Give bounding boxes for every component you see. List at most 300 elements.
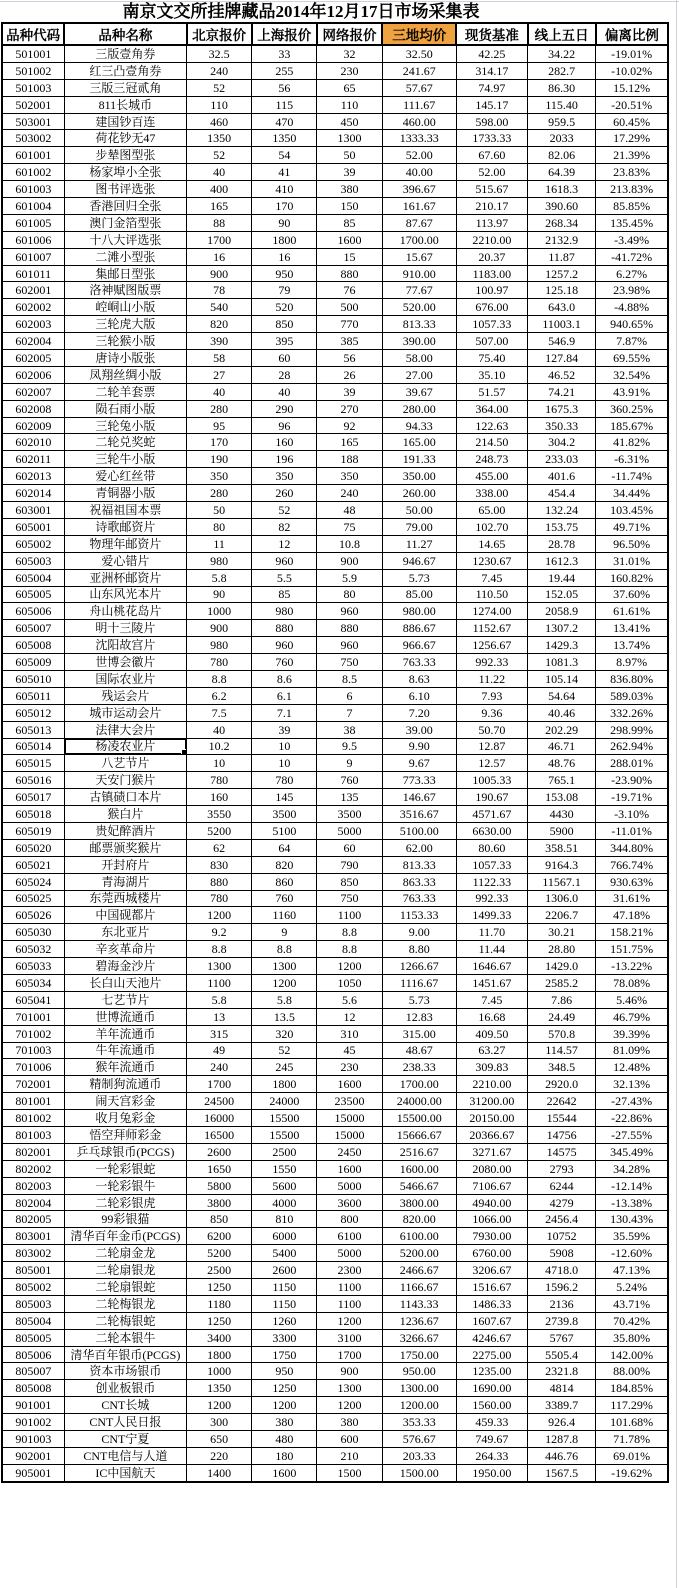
cell-avg3[interactable]: 5200.00: [382, 1245, 456, 1262]
cell-deviation[interactable]: 21.39%: [596, 147, 668, 164]
cell-shanghai[interactable]: 5600: [252, 1177, 317, 1194]
cell-spot[interactable]: 1005.33: [456, 772, 527, 789]
cell-deviation[interactable]: 23.98%: [596, 282, 668, 299]
cell-avg3[interactable]: 48.67: [382, 1042, 456, 1059]
cell-code[interactable]: 602011: [2, 451, 64, 468]
cell-spot[interactable]: 1230.67: [456, 552, 527, 569]
cell-name[interactable]: 二轮本银牛: [64, 1329, 186, 1346]
cell-shanghai[interactable]: 52: [252, 502, 317, 519]
cell-network[interactable]: 960: [317, 637, 382, 654]
cell-name[interactable]: 红三凸壹角券: [64, 62, 186, 79]
cell-code[interactable]: 601007: [2, 248, 64, 265]
cell-spot[interactable]: 1057.33: [456, 856, 527, 873]
cell-avg3[interactable]: 77.67: [382, 282, 456, 299]
cell-code[interactable]: 602003: [2, 316, 64, 333]
cell-name[interactable]: 99彩银猫: [64, 1211, 186, 1228]
cell-code[interactable]: 605017: [2, 789, 64, 806]
cell-online5d[interactable]: 304.2: [528, 434, 596, 451]
cell-name[interactable]: 清华百年银币(PCGS): [64, 1346, 186, 1363]
cell-shanghai[interactable]: 5100: [252, 822, 317, 839]
cell-deviation[interactable]: 34.28%: [596, 1160, 668, 1177]
cell-shanghai[interactable]: 810: [252, 1211, 317, 1228]
cell-network[interactable]: 450: [317, 113, 382, 130]
cell-online5d[interactable]: 1596.2: [528, 1279, 596, 1296]
cell-shanghai[interactable]: 2600: [252, 1262, 317, 1279]
cell-spot[interactable]: 1274.00: [456, 603, 527, 620]
cell-shanghai[interactable]: 9: [252, 924, 317, 941]
cell-shanghai[interactable]: 860: [252, 873, 317, 890]
cell-network[interactable]: 600: [317, 1431, 382, 1448]
cell-avg3[interactable]: 6100.00: [382, 1228, 456, 1245]
cell-online5d[interactable]: 1257.2: [528, 265, 596, 282]
cell-name[interactable]: 青铜器小版: [64, 485, 186, 502]
cell-avg3[interactable]: 7.20: [382, 704, 456, 721]
cell-name[interactable]: 乒乓球银币(PCGS): [64, 1143, 186, 1160]
cell-shanghai[interactable]: 950: [252, 265, 317, 282]
cell-deviation[interactable]: 101.68%: [596, 1414, 668, 1431]
cell-deviation[interactable]: -22.86%: [596, 1110, 668, 1127]
cell-code[interactable]: 802003: [2, 1177, 64, 1194]
cell-shanghai[interactable]: 28: [252, 366, 317, 383]
cell-spot[interactable]: 507.00: [456, 333, 527, 350]
cell-spot[interactable]: 1733.33: [456, 130, 527, 147]
cell-network[interactable]: 750: [317, 654, 382, 671]
cell-online5d[interactable]: 22642: [528, 1093, 596, 1110]
cell-shanghai[interactable]: 1550: [252, 1160, 317, 1177]
cell-beijing[interactable]: 460: [187, 113, 252, 130]
cell-spot[interactable]: 75.40: [456, 350, 527, 367]
cell-code[interactable]: 901003: [2, 1431, 64, 1448]
cell-beijing[interactable]: 16000: [187, 1110, 252, 1127]
cell-code[interactable]: 605002: [2, 535, 64, 552]
cell-deviation[interactable]: 81.09%: [596, 1042, 668, 1059]
cell-code[interactable]: 802001: [2, 1143, 64, 1160]
cell-code[interactable]: 605034: [2, 974, 64, 991]
cell-shanghai[interactable]: 260: [252, 485, 317, 502]
cell-network[interactable]: 1100: [317, 1295, 382, 1312]
cell-deviation[interactable]: 151.75%: [596, 941, 668, 958]
cell-name[interactable]: 二轮扇金龙: [64, 1245, 186, 1262]
cell-network[interactable]: 5000: [317, 822, 382, 839]
cell-avg3[interactable]: 5100.00: [382, 822, 456, 839]
cell-avg3[interactable]: 1300.00: [382, 1380, 456, 1397]
cell-shanghai[interactable]: 180: [252, 1447, 317, 1464]
cell-online5d[interactable]: 1567.5: [528, 1464, 596, 1481]
cell-deviation[interactable]: 135.45%: [596, 214, 668, 231]
cell-shanghai[interactable]: 79: [252, 282, 317, 299]
cell-code[interactable]: 605009: [2, 654, 64, 671]
cell-beijing[interactable]: 1000: [187, 1363, 252, 1380]
cell-name[interactable]: 精制狗流通币: [64, 1076, 186, 1093]
cell-beijing[interactable]: 1200: [187, 1397, 252, 1414]
cell-avg3[interactable]: 52.00: [382, 147, 456, 164]
cell-shanghai[interactable]: 5400: [252, 1245, 317, 1262]
cell-online5d[interactable]: 268.34: [528, 214, 596, 231]
cell-online5d[interactable]: 959.5: [528, 113, 596, 130]
cell-network[interactable]: 1300: [317, 130, 382, 147]
cell-spot[interactable]: 52.00: [456, 164, 527, 181]
cell-shanghai[interactable]: 170: [252, 198, 317, 215]
cell-deviation[interactable]: 7.87%: [596, 333, 668, 350]
cell-code[interactable]: 605020: [2, 839, 64, 856]
cell-avg3[interactable]: 203.33: [382, 1447, 456, 1464]
cell-code[interactable]: 502001: [2, 96, 64, 113]
cell-name[interactable]: CNT长城: [64, 1397, 186, 1414]
cell-beijing[interactable]: 980: [187, 637, 252, 654]
cell-online5d[interactable]: 64.39: [528, 164, 596, 181]
cell-code[interactable]: 605010: [2, 670, 64, 687]
cell-code[interactable]: 805005: [2, 1329, 64, 1346]
cell-online5d[interactable]: 28.78: [528, 535, 596, 552]
cell-spot[interactable]: 248.73: [456, 451, 527, 468]
cell-code[interactable]: 602009: [2, 417, 64, 434]
cell-deviation[interactable]: 344.80%: [596, 839, 668, 856]
cell-deviation[interactable]: 13.74%: [596, 637, 668, 654]
cell-spot[interactable]: 1607.67: [456, 1312, 527, 1329]
cell-deviation[interactable]: 185.67%: [596, 417, 668, 434]
cell-network[interactable]: 5.6: [317, 991, 382, 1008]
cell-deviation[interactable]: 31.61%: [596, 890, 668, 907]
cell-deviation[interactable]: -13.22%: [596, 958, 668, 975]
cell-online5d[interactable]: 1307.2: [528, 620, 596, 637]
column-header-online5d[interactable]: 线上五日: [528, 23, 596, 45]
cell-online5d[interactable]: 82.06: [528, 147, 596, 164]
cell-deviation[interactable]: 34.44%: [596, 485, 668, 502]
cell-beijing[interactable]: 1700: [187, 1076, 252, 1093]
cell-beijing[interactable]: 165: [187, 198, 252, 215]
cell-code[interactable]: 605018: [2, 806, 64, 823]
cell-avg3[interactable]: 1500.00: [382, 1464, 456, 1481]
cell-code[interactable]: 605001: [2, 518, 64, 535]
cell-code[interactable]: 901002: [2, 1414, 64, 1431]
cell-online5d[interactable]: 30.21: [528, 924, 596, 941]
cell-avg3[interactable]: 1236.67: [382, 1312, 456, 1329]
cell-name[interactable]: 澳门金箔型张: [64, 214, 186, 231]
cell-name[interactable]: 二轮彩银虎: [64, 1194, 186, 1211]
cell-beijing[interactable]: 3800: [187, 1194, 252, 1211]
cell-avg3[interactable]: 87.67: [382, 214, 456, 231]
cell-name[interactable]: 凤翔丝绸小版: [64, 366, 186, 383]
cell-online5d[interactable]: 1306.0: [528, 890, 596, 907]
cell-network[interactable]: 1200: [317, 958, 382, 975]
cell-deviation[interactable]: -11.74%: [596, 468, 668, 485]
cell-spot[interactable]: 190.67: [456, 789, 527, 806]
cell-deviation[interactable]: 31.01%: [596, 552, 668, 569]
cell-shanghai[interactable]: 41: [252, 164, 317, 181]
cell-network[interactable]: 12: [317, 1008, 382, 1025]
cell-beijing[interactable]: 1650: [187, 1160, 252, 1177]
cell-beijing[interactable]: 830: [187, 856, 252, 873]
cell-network[interactable]: 1050: [317, 974, 382, 991]
cell-name[interactable]: 闹天宫彩金: [64, 1093, 186, 1110]
cell-shanghai[interactable]: 10: [252, 738, 317, 755]
cell-online5d[interactable]: 34.22: [528, 45, 596, 62]
column-header-beijing[interactable]: 北京报价: [187, 23, 252, 45]
cell-shanghai[interactable]: 15500: [252, 1110, 317, 1127]
cell-code[interactable]: 602001: [2, 282, 64, 299]
cell-beijing[interactable]: 40: [187, 383, 252, 400]
cell-deviation[interactable]: 160.82%: [596, 569, 668, 586]
cell-beijing[interactable]: 190: [187, 451, 252, 468]
cell-spot[interactable]: 20150.00: [456, 1110, 527, 1127]
cell-shanghai[interactable]: 980: [252, 603, 317, 620]
cell-spot[interactable]: 80.60: [456, 839, 527, 856]
cell-online5d[interactable]: 358.51: [528, 839, 596, 856]
cell-shanghai[interactable]: 1200: [252, 1397, 317, 1414]
cell-code[interactable]: 901001: [2, 1397, 64, 1414]
cell-spot[interactable]: 20366.67: [456, 1127, 527, 1144]
cell-avg3[interactable]: 5.73: [382, 569, 456, 586]
cell-avg3[interactable]: 980.00: [382, 603, 456, 620]
cell-code[interactable]: 602007: [2, 383, 64, 400]
cell-avg3[interactable]: 62.00: [382, 839, 456, 856]
cell-name[interactable]: 香港回归全张: [64, 198, 186, 215]
column-header-name[interactable]: 品种名称: [64, 23, 186, 45]
cell-network[interactable]: 15000: [317, 1127, 382, 1144]
cell-name[interactable]: 爱心红丝带: [64, 468, 186, 485]
cell-deviation[interactable]: 5.46%: [596, 991, 668, 1008]
cell-beijing[interactable]: 5.8: [187, 569, 252, 586]
cell-beijing[interactable]: 1250: [187, 1279, 252, 1296]
cell-beijing[interactable]: 160: [187, 789, 252, 806]
cell-shanghai[interactable]: 1800: [252, 231, 317, 248]
cell-spot[interactable]: 992.33: [456, 890, 527, 907]
cell-network[interactable]: 960: [317, 603, 382, 620]
cell-shanghai[interactable]: 1150: [252, 1279, 317, 1296]
cell-network[interactable]: 385: [317, 333, 382, 350]
cell-name[interactable]: 诗歌邮资片: [64, 518, 186, 535]
cell-avg3[interactable]: 773.33: [382, 772, 456, 789]
cell-shanghai[interactable]: 320: [252, 1025, 317, 1042]
cell-spot[interactable]: 749.67: [456, 1431, 527, 1448]
cell-code[interactable]: 702001: [2, 1076, 64, 1093]
cell-avg3[interactable]: 910.00: [382, 265, 456, 282]
cell-name[interactable]: 猴年流通币: [64, 1059, 186, 1076]
cell-beijing[interactable]: 170: [187, 434, 252, 451]
cell-name[interactable]: 沈阳故宫片: [64, 637, 186, 654]
cell-beijing[interactable]: 1300: [187, 958, 252, 975]
cell-shanghai[interactable]: 7.1: [252, 704, 317, 721]
cell-beijing[interactable]: 110: [187, 96, 252, 113]
cell-avg3[interactable]: 146.67: [382, 789, 456, 806]
cell-beijing[interactable]: 1200: [187, 907, 252, 924]
cell-online5d[interactable]: 14756: [528, 1127, 596, 1144]
cell-beijing[interactable]: 6200: [187, 1228, 252, 1245]
cell-deviation[interactable]: 8.97%: [596, 654, 668, 671]
cell-code[interactable]: 602005: [2, 350, 64, 367]
cell-beijing[interactable]: 52: [187, 79, 252, 96]
cell-deviation[interactable]: 37.60%: [596, 586, 668, 603]
cell-spot[interactable]: 338.00: [456, 485, 527, 502]
cell-name[interactable]: 长白山天池片: [64, 974, 186, 991]
cell-beijing[interactable]: 78: [187, 282, 252, 299]
cell-name[interactable]: CNT人民日报: [64, 1414, 186, 1431]
cell-beijing[interactable]: 2600: [187, 1143, 252, 1160]
cell-online5d[interactable]: 28.80: [528, 941, 596, 958]
cell-beijing[interactable]: 5.8: [187, 991, 252, 1008]
cell-beijing[interactable]: 3400: [187, 1329, 252, 1346]
cell-beijing[interactable]: 7.5: [187, 704, 252, 721]
cell-beijing[interactable]: 88: [187, 214, 252, 231]
cell-name[interactable]: 法律大会片: [64, 721, 186, 738]
cell-online5d[interactable]: 6244: [528, 1177, 596, 1194]
cell-avg3[interactable]: 94.33: [382, 417, 456, 434]
cell-name[interactable]: 残运会片: [64, 687, 186, 704]
cell-spot[interactable]: 14.65: [456, 535, 527, 552]
cell-beijing[interactable]: 3550: [187, 806, 252, 823]
cell-spot[interactable]: 515.67: [456, 181, 527, 198]
cell-beijing[interactable]: 1100: [187, 974, 252, 991]
cell-spot[interactable]: 409.50: [456, 1025, 527, 1042]
cell-spot[interactable]: 7106.67: [456, 1177, 527, 1194]
cell-spot[interactable]: 1560.00: [456, 1397, 527, 1414]
cell-name[interactable]: 碧海金沙片: [64, 958, 186, 975]
cell-online5d[interactable]: 2739.8: [528, 1312, 596, 1329]
cell-deviation[interactable]: 766.74%: [596, 856, 668, 873]
cell-avg3[interactable]: 50.00: [382, 502, 456, 519]
cell-avg3[interactable]: 950.00: [382, 1363, 456, 1380]
cell-name[interactable]: 三版壹角券: [64, 45, 186, 62]
cell-deviation[interactable]: -10.02%: [596, 62, 668, 79]
cell-deviation[interactable]: 32.13%: [596, 1076, 668, 1093]
cell-beijing[interactable]: 90: [187, 586, 252, 603]
cell-deviation[interactable]: -3.49%: [596, 231, 668, 248]
cell-shanghai[interactable]: 10: [252, 755, 317, 772]
cell-network[interactable]: 240: [317, 485, 382, 502]
cell-network[interactable]: 1500: [317, 1464, 382, 1481]
cell-network[interactable]: 1200: [317, 1397, 382, 1414]
cell-deviation[interactable]: 46.79%: [596, 1008, 668, 1025]
cell-network[interactable]: 380: [317, 181, 382, 198]
cell-network[interactable]: 5000: [317, 1245, 382, 1262]
cell-shanghai[interactable]: 1300: [252, 958, 317, 975]
cell-name[interactable]: 三轮牛小版: [64, 451, 186, 468]
cell-deviation[interactable]: 60.45%: [596, 113, 668, 130]
cell-avg3[interactable]: 165.00: [382, 434, 456, 451]
cell-beijing[interactable]: 24500: [187, 1093, 252, 1110]
cell-name[interactable]: 猴白片: [64, 806, 186, 823]
cell-shanghai[interactable]: 8.6: [252, 670, 317, 687]
cell-beijing[interactable]: 900: [187, 265, 252, 282]
cell-network[interactable]: 760: [317, 772, 382, 789]
cell-shanghai[interactable]: 1750: [252, 1346, 317, 1363]
cell-deviation[interactable]: 23.83%: [596, 164, 668, 181]
cell-name[interactable]: 三版三冠贰角: [64, 79, 186, 96]
cell-spot[interactable]: 42.25: [456, 45, 527, 62]
cell-shanghai[interactable]: 1800: [252, 1076, 317, 1093]
cell-shanghai[interactable]: 60: [252, 350, 317, 367]
cell-beijing[interactable]: 820: [187, 316, 252, 333]
cell-network[interactable]: 75: [317, 518, 382, 535]
cell-avg3[interactable]: 5466.67: [382, 1177, 456, 1194]
cell-beijing[interactable]: 16500: [187, 1127, 252, 1144]
cell-deviation[interactable]: 142.00%: [596, 1346, 668, 1363]
cell-code[interactable]: 805003: [2, 1295, 64, 1312]
cell-name[interactable]: 中国砚都片: [64, 907, 186, 924]
cell-shanghai[interactable]: 850: [252, 316, 317, 333]
cell-avg3[interactable]: 161.67: [382, 198, 456, 215]
cell-network[interactable]: 85: [317, 214, 382, 231]
cell-beijing[interactable]: 9.2: [187, 924, 252, 941]
cell-beijing[interactable]: 32.5: [187, 45, 252, 62]
cell-spot[interactable]: 11.44: [456, 941, 527, 958]
cell-network[interactable]: 45: [317, 1042, 382, 1059]
cell-avg3[interactable]: 966.67: [382, 637, 456, 654]
cell-avg3[interactable]: 353.33: [382, 1414, 456, 1431]
cell-spot[interactable]: 1183.00: [456, 265, 527, 282]
cell-spot[interactable]: 1486.33: [456, 1295, 527, 1312]
cell-code[interactable]: 501003: [2, 79, 64, 96]
cell-name[interactable]: 清华百年金币(PCGS): [64, 1228, 186, 1245]
cell-avg3[interactable]: 946.67: [382, 552, 456, 569]
cell-spot[interactable]: 3206.67: [456, 1262, 527, 1279]
cell-online5d[interactable]: 2920.0: [528, 1076, 596, 1093]
cell-deviation[interactable]: 61.61%: [596, 603, 668, 620]
cell-online5d[interactable]: 926.4: [528, 1414, 596, 1431]
cell-beijing[interactable]: 80: [187, 518, 252, 535]
cell-code[interactable]: 605011: [2, 687, 64, 704]
cell-beijing[interactable]: 2500: [187, 1262, 252, 1279]
cell-spot[interactable]: 455.00: [456, 468, 527, 485]
cell-beijing[interactable]: 13: [187, 1008, 252, 1025]
cell-beijing[interactable]: 5200: [187, 822, 252, 839]
cell-online5d[interactable]: 19.44: [528, 569, 596, 586]
cell-avg3[interactable]: 3266.67: [382, 1329, 456, 1346]
cell-deviation[interactable]: 78.08%: [596, 974, 668, 991]
cell-deviation[interactable]: -20.51%: [596, 96, 668, 113]
cell-online5d[interactable]: 2136: [528, 1295, 596, 1312]
cell-spot[interactable]: 309.83: [456, 1059, 527, 1076]
cell-spot[interactable]: 2210.00: [456, 231, 527, 248]
cell-network[interactable]: 880: [317, 265, 382, 282]
cell-network[interactable]: 1200: [317, 1312, 382, 1329]
cell-online5d[interactable]: 2058.9: [528, 603, 596, 620]
cell-avg3[interactable]: 520.00: [382, 299, 456, 316]
cell-spot[interactable]: 1066.00: [456, 1211, 527, 1228]
cell-spot[interactable]: 16.68: [456, 1008, 527, 1025]
cell-code[interactable]: 701006: [2, 1059, 64, 1076]
cell-name[interactable]: 二轮梅银龙: [64, 1295, 186, 1312]
cell-deviation[interactable]: 298.99%: [596, 721, 668, 738]
cell-avg3[interactable]: 40.00: [382, 164, 456, 181]
cell-deviation[interactable]: 32.54%: [596, 366, 668, 383]
cell-beijing[interactable]: 40: [187, 164, 252, 181]
cell-spot[interactable]: 20.37: [456, 248, 527, 265]
cell-network[interactable]: 10.8: [317, 535, 382, 552]
cell-code[interactable]: 605033: [2, 958, 64, 975]
cell-spot[interactable]: 7.93: [456, 687, 527, 704]
cell-shanghai[interactable]: 380: [252, 1414, 317, 1431]
cell-spot[interactable]: 6630.00: [456, 822, 527, 839]
cell-network[interactable]: 23500: [317, 1093, 382, 1110]
cell-network[interactable]: 50: [317, 147, 382, 164]
cell-avg3[interactable]: 1116.67: [382, 974, 456, 991]
cell-online5d[interactable]: 546.9: [528, 333, 596, 350]
cell-shanghai[interactable]: 1160: [252, 907, 317, 924]
cell-avg3[interactable]: 15500.00: [382, 1110, 456, 1127]
cell-network[interactable]: 310: [317, 1025, 382, 1042]
cell-spot[interactable]: 1516.67: [456, 1279, 527, 1296]
cell-shanghai[interactable]: 54: [252, 147, 317, 164]
cell-deviation[interactable]: 345.49%: [596, 1143, 668, 1160]
cell-network[interactable]: 1700: [317, 1346, 382, 1363]
cell-beijing[interactable]: 900: [187, 620, 252, 637]
cell-name[interactable]: 牛年流通币: [64, 1042, 186, 1059]
cell-avg3[interactable]: 1333.33: [382, 130, 456, 147]
cell-beijing[interactable]: 1000: [187, 603, 252, 620]
cell-spot[interactable]: 51.57: [456, 383, 527, 400]
cell-deviation[interactable]: 12.48%: [596, 1059, 668, 1076]
